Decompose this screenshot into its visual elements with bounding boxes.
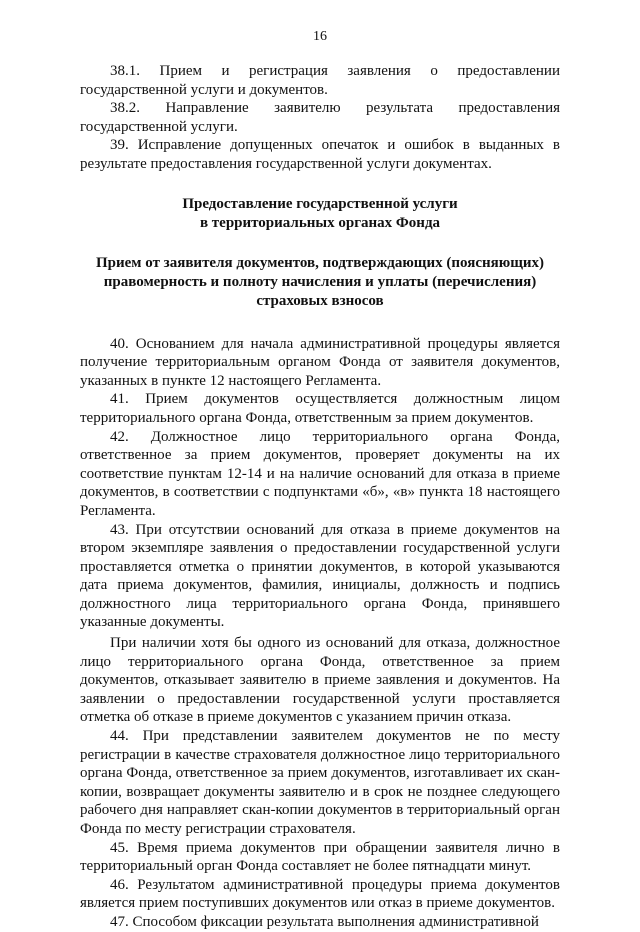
paragraph-44: 44. При представлении заявителем документов не по месту регистрации в качестве страхователя должностное лицо территориального органа Фонда, ответственное за прием документов, изготавливает их скан-копии, возвращает документы заявителю и в срок не позднее следующего рабочего дня направляет скан-копии документов в территориальный орган Фонда по месту регистрации страхователя. [80, 728, 560, 837]
document-body [80, 62, 560, 932]
item-38-2: 38.2. Направление заявителю результата предоставления государственной услуги. [80, 100, 560, 135]
section-heading [80, 195, 560, 233]
page-number: 16 [313, 29, 327, 44]
section-heading-line-2: в территориальных органах Фонда [199, 214, 441, 231]
item-38-1: 38.1. Прием и регистрация заявления о предоставлении государственной услуги и документов. [80, 63, 560, 98]
subsection-heading [80, 254, 560, 311]
paragraph-42: 42. Должностное лицо территориального органа Фонда, ответственное за прием документов, проверяет документы на их соответствие пунктам 12-14 и на наличие оснований для отказа в приеме документов, в соответствии с подпунктами «б», «в» пункта 18 настоящего Регламента. [80, 428, 560, 519]
paragraph-40: 40. Основанием для начала административной процедуры является получение территориальным органом Фонда от заявителя документов, указанных в пункте 12 настоящего Регламента. [80, 335, 560, 389]
paragraph-43: 43. При отсутствии оснований для отказа в приеме документов на втором экземпляре заявления о предоставлении государственной услуги проставляется отметка о принятии документов, в которой указываются дата приема документов, фамилия, инициалы, должность и подпись должностного лица территориального органа Фонда, принявшего указанные документы. [80, 521, 560, 631]
subsection-heading-line-3: страховых взносов [256, 292, 384, 309]
paragraph-46: 46. Результатом административной процедуры приема документов является прием поступивших документов или отказ в приеме документов. [80, 876, 560, 912]
item-39: 39. Исправление допущенных опечаток и ошибок в выданных в результате предоставления государственной услуги документах. [80, 137, 560, 172]
paragraph-47: 47. Способом фиксации результата выполнения административной [110, 913, 539, 930]
paragraph-43-continuation: При наличии хотя бы одного из оснований для отказа, должностное лицо территориального органа Фонда, ответственное за прием документов, отказывает заявителю в приеме заявления и документов. На заявлении о предоставлении государственной услуги проставляется отметка об отказе в приеме документов с указанием причин отказа. [80, 635, 560, 726]
subsection-heading-line-1: Прием от заявителя документов, подтверждающих (поясняющих) [95, 254, 545, 271]
subsection-heading-line-2: правомерность и полноту начисления и уплаты (перечисления) [103, 273, 537, 290]
paragraph-45: 45. Время приема документов при обращении заявителя лично в территориальный орган Фонда составляет не более пятнадцати минут. [80, 839, 560, 875]
section-heading-line-1: Предоставление государственной услуги [182, 195, 458, 212]
paragraph-41: 41. Прием документов осуществляется должностным лицом территориального органа Фонда, ответственным за прием документов. [80, 391, 560, 426]
